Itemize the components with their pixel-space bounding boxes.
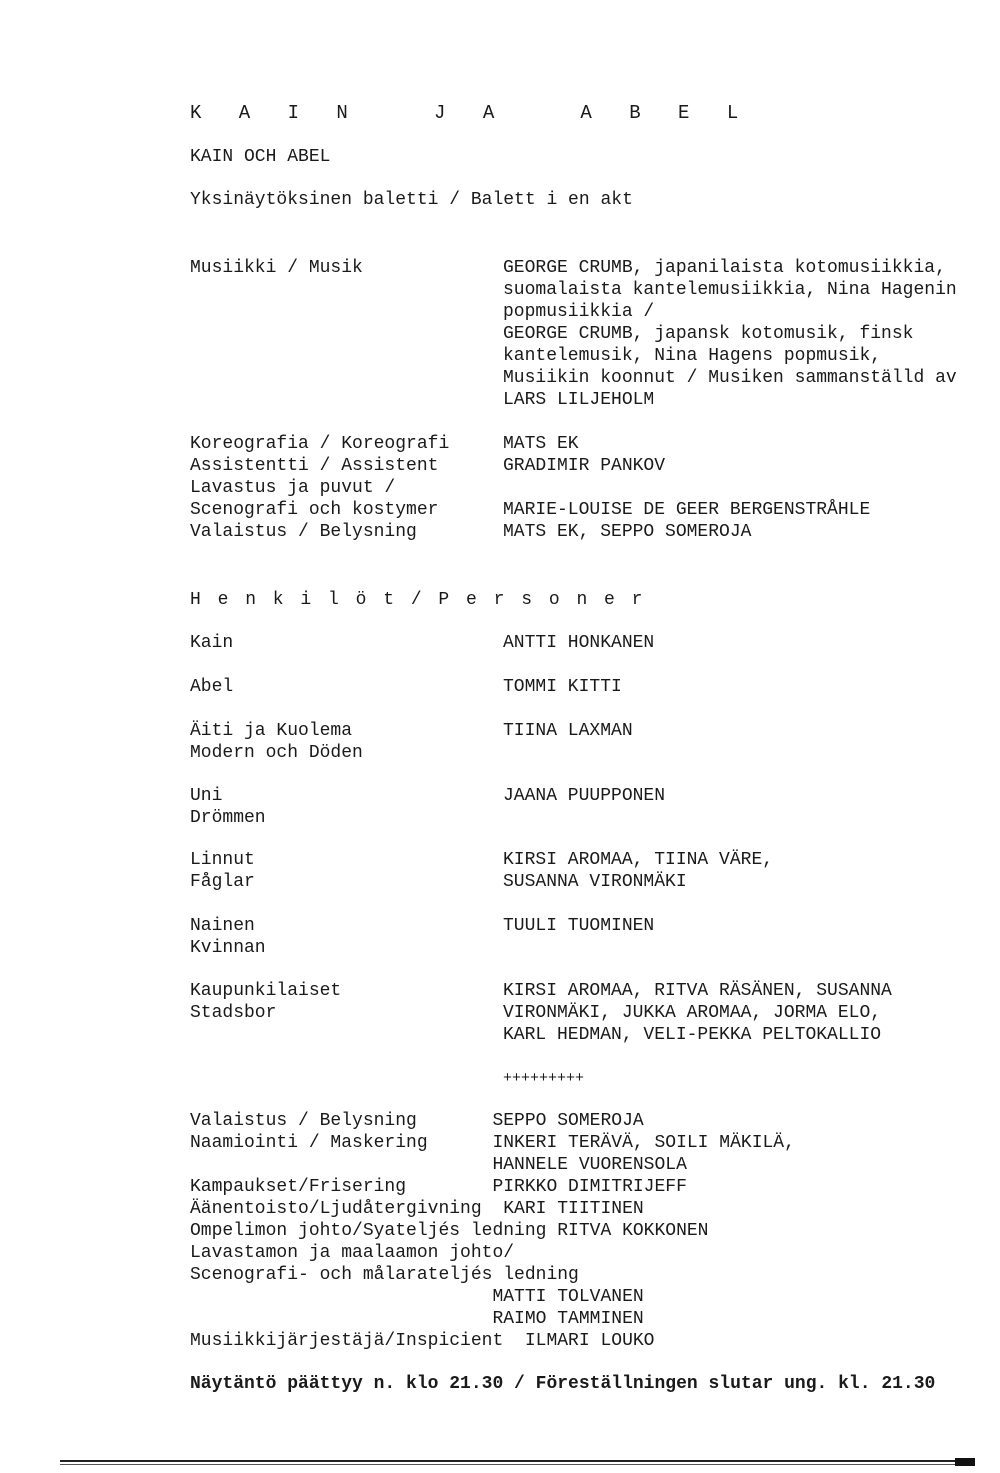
- role-names: [190, 915, 266, 959]
- music-label: Musiikki / Musik: [190, 258, 363, 278]
- role-name: Äiti ja Kuolema: [190, 721, 353, 741]
- music-line: popmusiikkia /: [503, 302, 655, 322]
- choreography-label: Koreografia / Koreografi: [190, 434, 450, 454]
- role-names: [190, 632, 233, 654]
- staff-line: HANNELE VUORENSOLA: [190, 1155, 687, 1175]
- genre-line: Yksinäytöksinen baletti / Balett i en akt: [190, 190, 633, 210]
- lighting-label: Valaistus / Belysning: [190, 522, 417, 542]
- role-names: [190, 720, 363, 764]
- role-name: Drömmen: [190, 808, 266, 828]
- staff-line: Valaistus / Belysning SEPPO SOMEROJA: [190, 1111, 644, 1131]
- cast-name: KIRSI AROMAA, RITVA RÄSÄNEN, SUSANNA: [503, 981, 892, 1001]
- staff-block: [190, 1110, 795, 1352]
- persons-heading: H e n k i l ö t / P e r s o n e r: [190, 590, 646, 610]
- cast-name: TIINA LAXMAN: [503, 721, 633, 741]
- role-name: Kaupunkilaiset: [190, 981, 342, 1001]
- staff-line: Musiikkijärjestäjä/Inspicient ILMARI LOUKO: [190, 1331, 655, 1351]
- cast-name: ANTTI HONKANEN: [503, 633, 655, 653]
- separator: +++++++++: [503, 1070, 585, 1087]
- lighting-value: MATS EK, SEPPO SOMEROJA: [503, 522, 752, 542]
- end-time-note: Näytäntö päättyy n. klo 21.30 / Föreställningen slutar ung. kl. 21.30: [190, 1374, 936, 1394]
- role-name: Nainen: [190, 916, 255, 936]
- bottom-rule-shadow: [60, 1464, 975, 1465]
- role-name: Linnut: [190, 850, 255, 870]
- role-name: Kvinnan: [190, 938, 266, 958]
- sets-label-line-1: Lavastus ja puvut /: [190, 478, 396, 498]
- cast-name: JAANA PUUPPONEN: [503, 786, 666, 806]
- choreography-value: MATS EK: [503, 434, 579, 454]
- assistant-label: Assistentti / Assistent: [190, 456, 439, 476]
- staff-line: Lavastamon ja maalaamon johto/: [190, 1243, 515, 1263]
- staff-line: Scenografi- och målarateljés ledning: [190, 1265, 579, 1285]
- role-names: [190, 676, 233, 698]
- music-line: GEORGE CRUMB, japanilaista kotomusiikkia,: [503, 258, 946, 278]
- staff-line: MATTI TOLVANEN: [190, 1287, 644, 1307]
- bottom-rule-end: [955, 1458, 975, 1466]
- staff-line: Naamiointi / Maskering INKERI TERÄVÄ, SOILI MÄKILÄ,: [190, 1133, 795, 1153]
- role-name: Stadsbor: [190, 1003, 277, 1023]
- assistant-value: GRADIMIR PANKOV: [503, 456, 666, 476]
- role-name: Modern och Döden: [190, 743, 363, 763]
- cast-name: KIRSI AROMAA, TIINA VÄRE,: [503, 850, 774, 870]
- role-name: Fåglar: [190, 872, 255, 892]
- role-name: Kain: [190, 633, 234, 653]
- title-finnish: K A I N J A A B E L: [190, 102, 752, 124]
- role-names: [190, 980, 341, 1024]
- bottom-rule: [60, 1460, 975, 1462]
- role-name: Uni: [190, 786, 223, 806]
- music-line: suomalaista kantelemusiikkia, Nina Hagenin: [503, 280, 957, 300]
- role-cast: [503, 849, 773, 893]
- title-swedish: KAIN OCH ABEL: [190, 147, 331, 167]
- cast-name: VIRONMÄKI, JUKKA AROMAA, JORMA ELO,: [503, 1003, 882, 1023]
- staff-line: Äänentoisto/Ljudåtergivning KARI TIITINEN: [190, 1199, 644, 1219]
- staff-line: RAIMO TAMMINEN: [190, 1309, 644, 1329]
- staff-line: Kampaukset/Frisering PIRKKO DIMITRIJEFF: [190, 1177, 687, 1197]
- role-names: [190, 785, 266, 829]
- role-cast: [503, 676, 622, 698]
- sets-label-line-2: Scenografi och kostymer: [190, 500, 439, 520]
- role-name: Abel: [190, 677, 234, 697]
- music-line: LARS LILJEHOLM: [503, 390, 655, 410]
- role-cast: [503, 785, 665, 807]
- role-cast: [503, 632, 654, 654]
- role-cast: [503, 980, 892, 1046]
- cast-name: TOMMI KITTI: [503, 677, 622, 697]
- role-names: [190, 849, 255, 893]
- sets-value: MARIE-LOUISE DE GEER BERGENSTRÅHLE: [503, 500, 871, 520]
- role-cast: [503, 720, 633, 742]
- music-value-block: [503, 257, 957, 411]
- role-cast: [503, 915, 654, 937]
- music-line: kantelemusik, Nina Hagens popmusik,: [503, 346, 882, 366]
- music-line: Musiikin koonnut / Musiken sammanställd av: [503, 368, 957, 388]
- music-line: GEORGE CRUMB, japansk kotomusik, finsk: [503, 324, 914, 344]
- cast-name: SUSANNA VIRONMÄKI: [503, 872, 687, 892]
- cast-name: TUULI TUOMINEN: [503, 916, 655, 936]
- staff-line: Ompelimon johto/Syateljés ledning RITVA KOKKONEN: [190, 1221, 709, 1241]
- cast-name: KARL HEDMAN, VELI-PEKKA PELTOKALLIO: [503, 1025, 882, 1045]
